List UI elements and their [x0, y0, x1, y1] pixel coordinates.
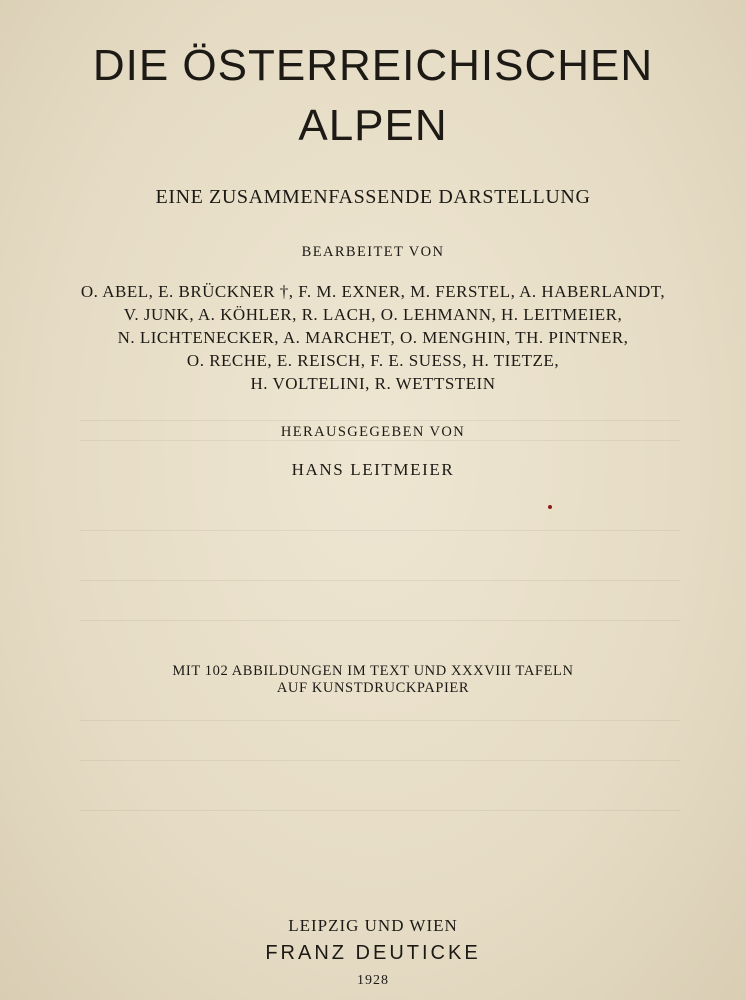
contributors-line: O. ABEL, E. BRÜCKNER †, F. M. EXNER, M. FERSTEL, A. HABERLANDT, [80, 282, 666, 301]
bleed-through-line [80, 720, 680, 721]
book-subtitle: EINE ZUSAMMENFASSENDE DARSTELLUNG [155, 186, 591, 208]
contributors-line: O. RECHE, E. REISCH, F. E. SUESS, H. TIETZE, [186, 351, 560, 370]
publication-place: LEIPZIG UND WIEN [288, 916, 458, 935]
book-title-line-1: DIE ÖSTERREICHISCHEN [92, 41, 654, 90]
illustrations-note-line-1: MIT 102 ABBILDUNGEN IM TEXT UND XXXVIII TAFELN [172, 663, 574, 679]
bleed-through-line [80, 580, 680, 581]
bleed-through-line [80, 810, 680, 811]
bleed-through-line [80, 760, 680, 761]
illustrations-note-line-2: AUF KUNSTDRUCKPAPIER [276, 680, 470, 696]
publication-year: 1928 [357, 973, 389, 988]
bleed-through-line [80, 420, 680, 421]
bleed-through-line [80, 530, 680, 531]
contributors-line: V. JUNK, A. KÖHLER, R. LACH, O. LEHMANN, H. LEITMEIER, [123, 305, 623, 324]
editor-label: HERAUSGEGEBEN VON [280, 424, 466, 440]
ink-spot [548, 505, 552, 509]
book-title-line-2: ALPEN [298, 101, 448, 150]
contributors-label: BEARBEITET VON [301, 244, 445, 260]
contributors-line: H. VOLTELINI, R. WETTSTEIN [250, 374, 496, 393]
contributors-line: N. LICHTENECKER, A. MARCHET, O. MENGHIN, TH. PINTNER, [117, 328, 629, 347]
bleed-through-line [80, 620, 680, 621]
publisher-name: FRANZ DEUTICKE [265, 942, 481, 964]
editor-name: HANS LEITMEIER [291, 460, 455, 479]
